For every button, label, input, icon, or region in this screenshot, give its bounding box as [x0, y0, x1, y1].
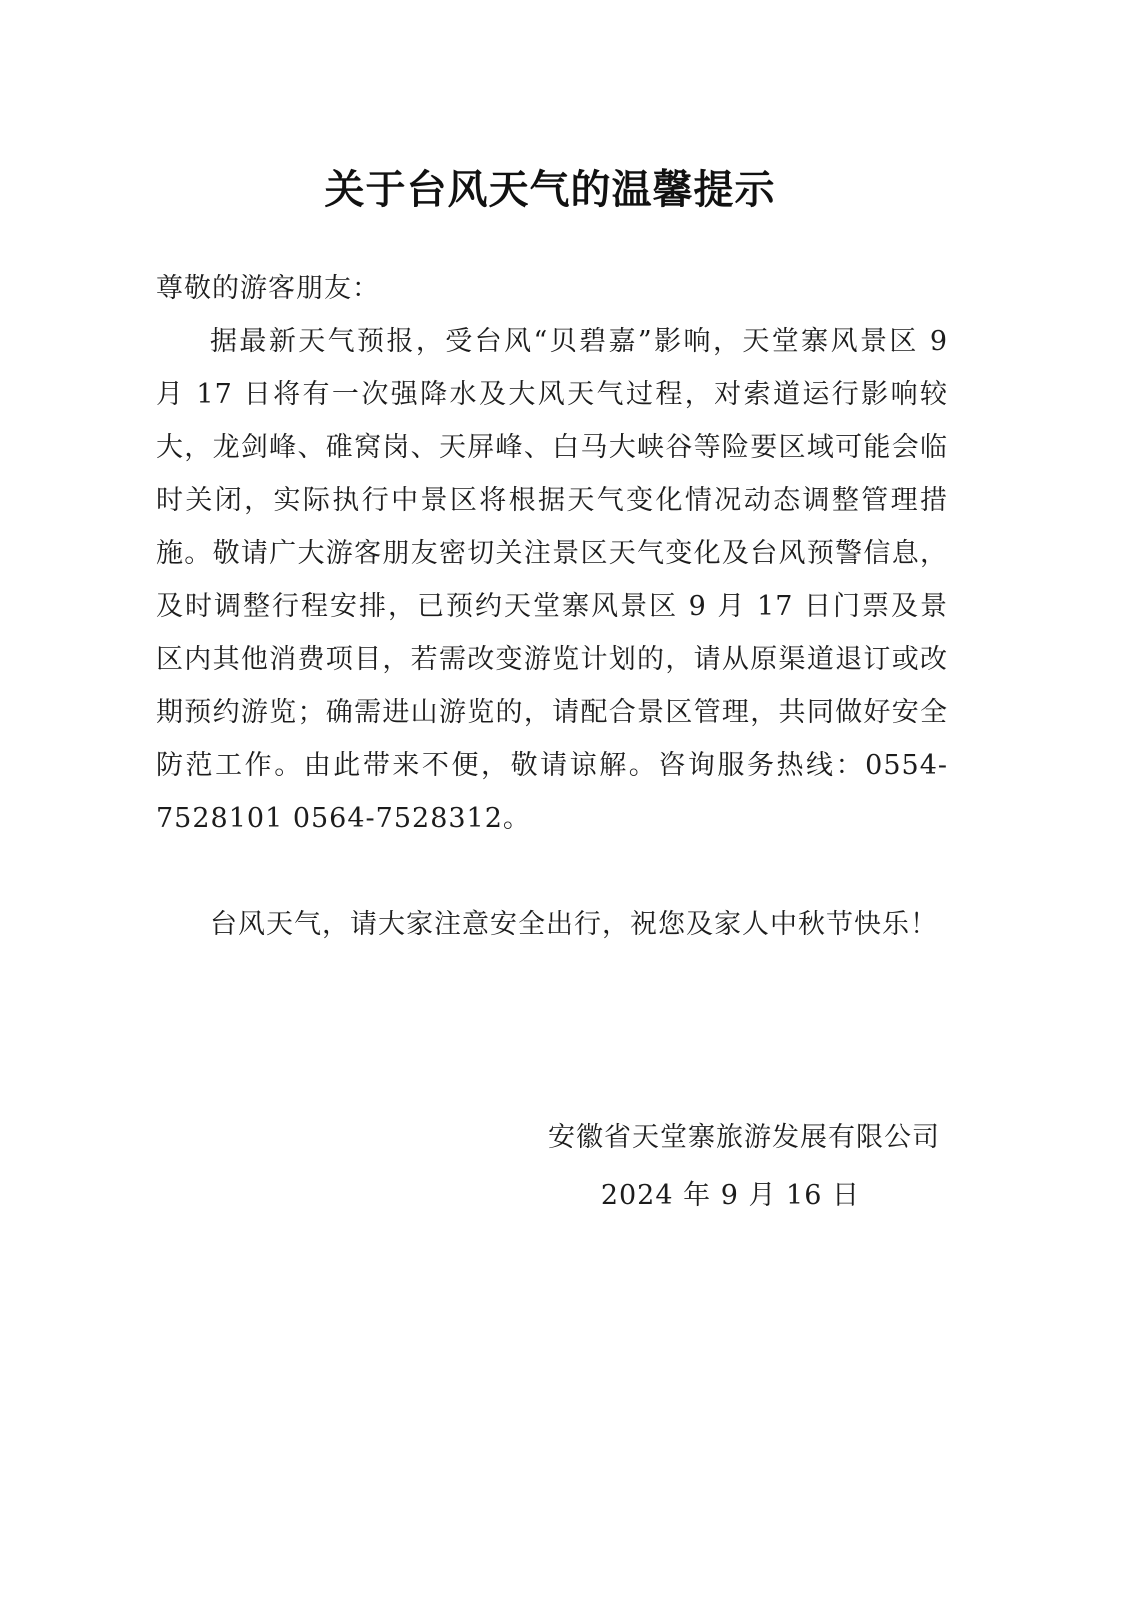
greeting: 尊敬的游客朋友：: [156, 273, 380, 304]
notice-title: 关于台风天气的温馨提示: [324, 167, 776, 213]
issue-date: 2024 年 9 月 16 日: [600, 1180, 860, 1211]
notice-paragraph-2: 台风天气，请大家注意安全出行，祝您及家人中秋节快乐！: [210, 909, 938, 940]
issuer-signature: 安徽省天堂寨旅游发展有限公司: [548, 1122, 940, 1153]
notice-paragraph-1: 据最新天气预报，受台风“贝碧嘉”影响，天堂寨风景区 9 月 17 日将有一次强降水及大风天气过程，对索道运行影响较大，龙剑峰、碓窝岗、天屏峰、白马大峡谷等险要区域可能会临时关闭，实际执行中景区将根据天气变化情况动态调整管理措施。敬请广大游客朋友密切关注景区天气变化及台风预警信息，及时调整行程安排，已预约天堂寨风景区 9 月 17 日门票及景区内其他消费项目，若需改变游览计划的，请从原渠道退订或改期预约游览；确需进山游览的，请配合景区管理，共同做好安全防范工作。由此带来不便，敬请谅解。咨询服务热线：0554-7528101 0564-7528312。: [156, 326, 948, 834]
